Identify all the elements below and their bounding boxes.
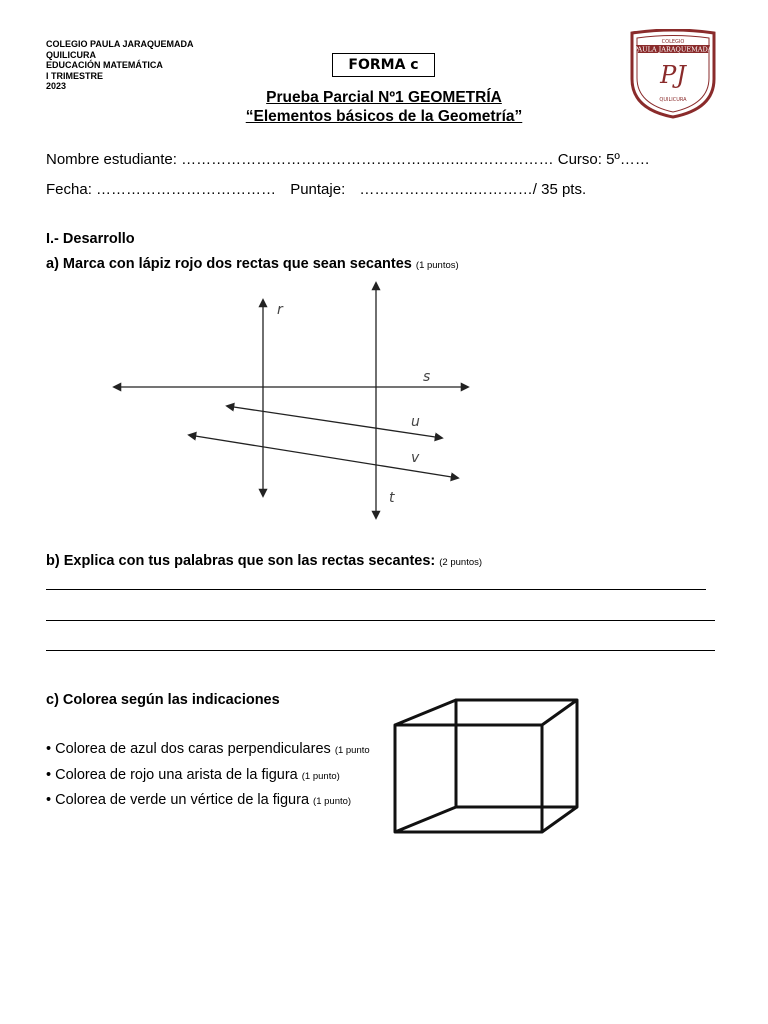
instruction-points: (1 punto) — [301, 771, 340, 782]
student-name-line[interactable]: Nombre estudiante: …………………………………………….…..……………… Curso: 5º…… — [46, 151, 650, 168]
test-title-text: Prueba Parcial Nº1 GEOMETRÍA — [266, 89, 502, 106]
date-line — [46, 181, 586, 198]
instruction-points: (1 punto — [334, 745, 370, 756]
score-total: 35 pts. — [536, 181, 587, 198]
instruction-text: • Colorea de azul dos caras perpendiculares — [46, 741, 331, 757]
cube-figure[interactable] — [382, 690, 582, 840]
instruction-item — [46, 767, 340, 783]
school-city: QUILICURA — [46, 49, 96, 60]
label-s: s — [423, 369, 431, 385]
score-label: Puntaje: — [290, 181, 346, 198]
question-b-text: b) Explica con tus palabras que son las rectas secantes: — [46, 553, 436, 569]
lines-figure[interactable] — [100, 278, 480, 528]
year: 2023 — [46, 81, 67, 91]
test-subtitle-text: “Elementos básicos de la Geometría” — [245, 108, 523, 125]
answer-line[interactable] — [46, 620, 715, 621]
question-a-text: a) Marca con lápiz rojo dos rectas que sean secantes — [46, 256, 412, 272]
school-name: COLEGIO PAULA JARAQUEMADA — [46, 39, 194, 49]
instruction-item — [46, 741, 370, 757]
question-b-points: (2 puntos) — [439, 557, 483, 568]
instruction-item — [46, 792, 351, 808]
label-r: r — [277, 302, 283, 318]
score-field[interactable]: …………………..…………/ — [359, 181, 537, 198]
logo-ribbon-text: PAULA JARAQUEMADA — [633, 45, 713, 54]
answer-line[interactable] — [46, 589, 706, 590]
test-subtitle — [0, 108, 768, 126]
label-v: v — [411, 450, 420, 466]
question-c: c) Colorea según las indicaciones — [46, 692, 280, 708]
instruction-text: • Colorea de rojo una arista de la figura — [46, 767, 298, 783]
forma-box: FORMA c — [332, 53, 435, 77]
logo-top-text: COLEGIO — [661, 39, 685, 45]
label-u: u — [411, 414, 420, 430]
subject: EDUCACIÓN MATEMÁTICA — [46, 60, 163, 70]
date-field[interactable]: Fecha: ……………………………… — [46, 181, 277, 198]
question-a — [46, 256, 459, 272]
line-u[interactable] — [227, 406, 442, 438]
school-header — [46, 39, 194, 92]
test-title — [0, 89, 768, 107]
logo-monogram: PJ — [660, 61, 686, 89]
logo-bottom-text: QUILICURA — [659, 97, 687, 103]
section-heading: I.- Desarrollo — [46, 231, 135, 247]
label-t: t — [389, 490, 395, 506]
term: I TRIMESTRE — [46, 70, 104, 81]
question-a-points: (1 puntos) — [415, 260, 459, 271]
question-b — [46, 553, 482, 569]
answer-line[interactable] — [46, 650, 715, 651]
instruction-text: • Colorea de verde un vértice de la figura — [46, 792, 310, 808]
instruction-points: (1 punto) — [313, 796, 352, 807]
